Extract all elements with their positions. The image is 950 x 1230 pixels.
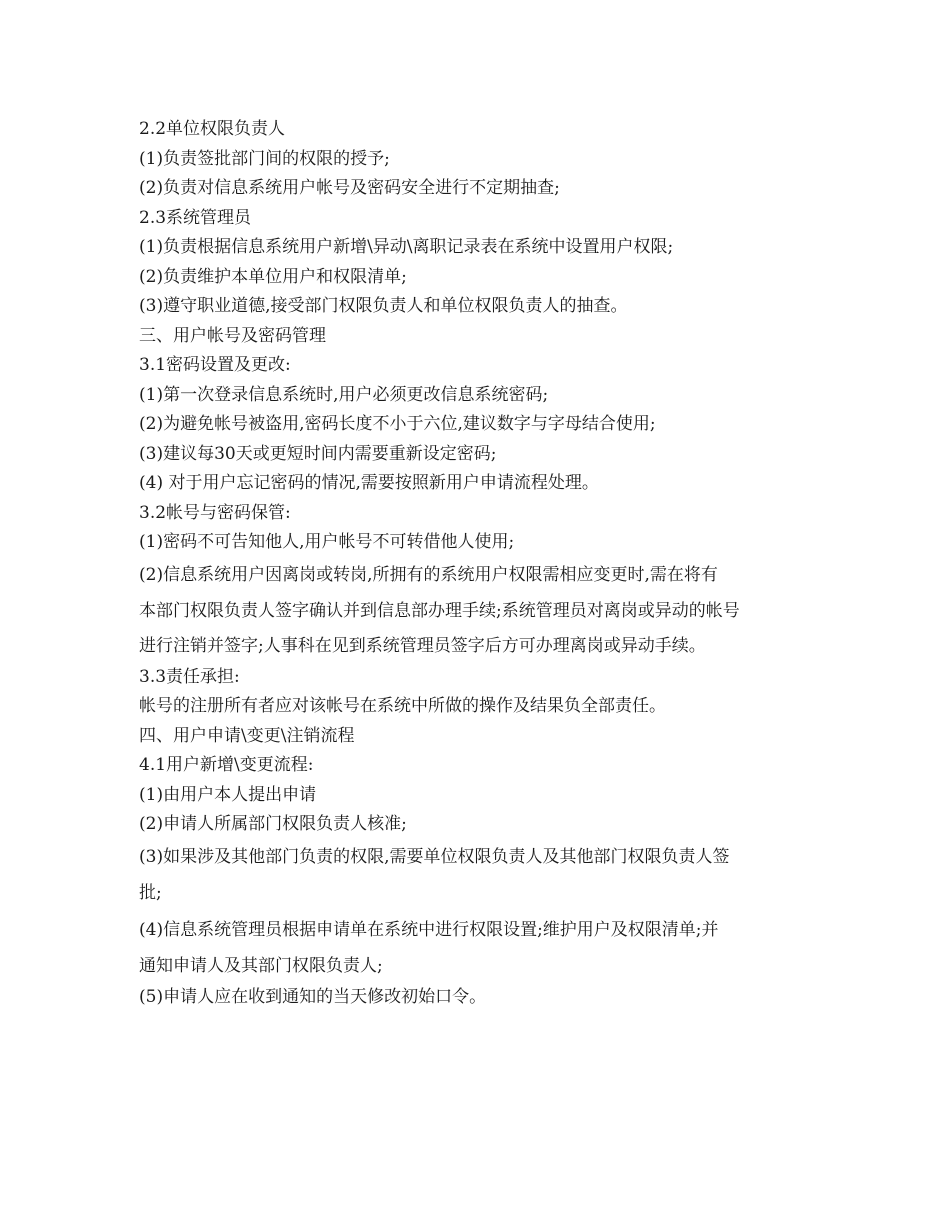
paragraph-line: 通知申请人及其部门权限负责人; xyxy=(139,955,383,976)
paragraph-line: 批; xyxy=(139,882,162,903)
list-item: (2)为避免帐号被盗用,密码长度不小于六位,建议数字与字母结合使用; xyxy=(139,414,656,434)
list-item: (1)由用户本人提出申请 xyxy=(139,784,317,805)
paragraph-line: (4)信息系统管理员根据申请单在系统中进行权限设置;维护用户及权限清单;并 xyxy=(139,919,719,940)
list-item: (1)密码不可告知他人,用户帐号不可转借他人使用; xyxy=(139,532,515,552)
list-item: (4) 对于用户忘记密码的情况,需要按照新用户申请流程处理。 xyxy=(139,473,599,493)
section-heading: 2.3系统管理员 xyxy=(139,207,252,228)
chapter-heading: 三、用户帐号及密码管理 xyxy=(139,325,326,346)
paragraph-line: 进行注销并签字;人事科在见到系统管理员签字后方可办理离岗或异动手续。 xyxy=(139,635,706,656)
section-heading: 3.3责任承担: xyxy=(139,666,240,687)
list-item: (2)负责维护本单位用户和权限清单; xyxy=(139,266,407,287)
list-item: (3)建议每30天或更短时间内需要重新设定密码; xyxy=(139,443,497,464)
list-item: (1)第一次登录信息系统时,用户必须更改信息系统密码; xyxy=(139,384,549,405)
list-item: (1)负责根据信息系统用户新增\异动\离职记录表在系统中设置用户权限; xyxy=(139,237,674,257)
list-item: (1)负责签批部门间的权限的授予; xyxy=(139,148,390,169)
list-item: (5)申请人应在收到通知的当天修改初始口令。 xyxy=(139,986,487,1007)
list-item: (3)遵守职业道德,接受部门权限负责人和单位权限负责人的抽查。 xyxy=(139,296,628,316)
section-heading: 3.1密码设置及更改: xyxy=(139,355,291,375)
paragraph-line: (3)如果涉及其他部门负责的权限,需要单位权限负责人及其他部门权限负责人签 xyxy=(139,846,730,867)
section-heading: 2.2单位权限负责人 xyxy=(139,119,286,139)
chapter-heading: 四、用户申请\变更\注销流程 xyxy=(139,725,355,746)
document-body xyxy=(139,115,819,1012)
list-item: (2)申请人所属部门权限负责人核准; xyxy=(139,814,407,834)
section-heading: 3.2帐号与密码保管: xyxy=(139,502,291,523)
section-heading: 4.1用户新增\变更流程: xyxy=(139,755,314,775)
paragraph-line: 本部门权限负责人签字确认并到信息部办理手续;系统管理员对离岗或异动的帐号 xyxy=(139,600,740,621)
paragraph-line: (2)信息系统用户因离岗或转岗,所拥有的系统用户权限需相应变更时,需在将有 xyxy=(139,564,718,585)
paragraph-line: 帐号的注册所有者应对该帐号在系统中所做的操作及结果负全部责任。 xyxy=(139,696,666,716)
list-item: (2)负责对信息系统用户帐号及密码安全进行不定期抽查; xyxy=(139,178,560,198)
